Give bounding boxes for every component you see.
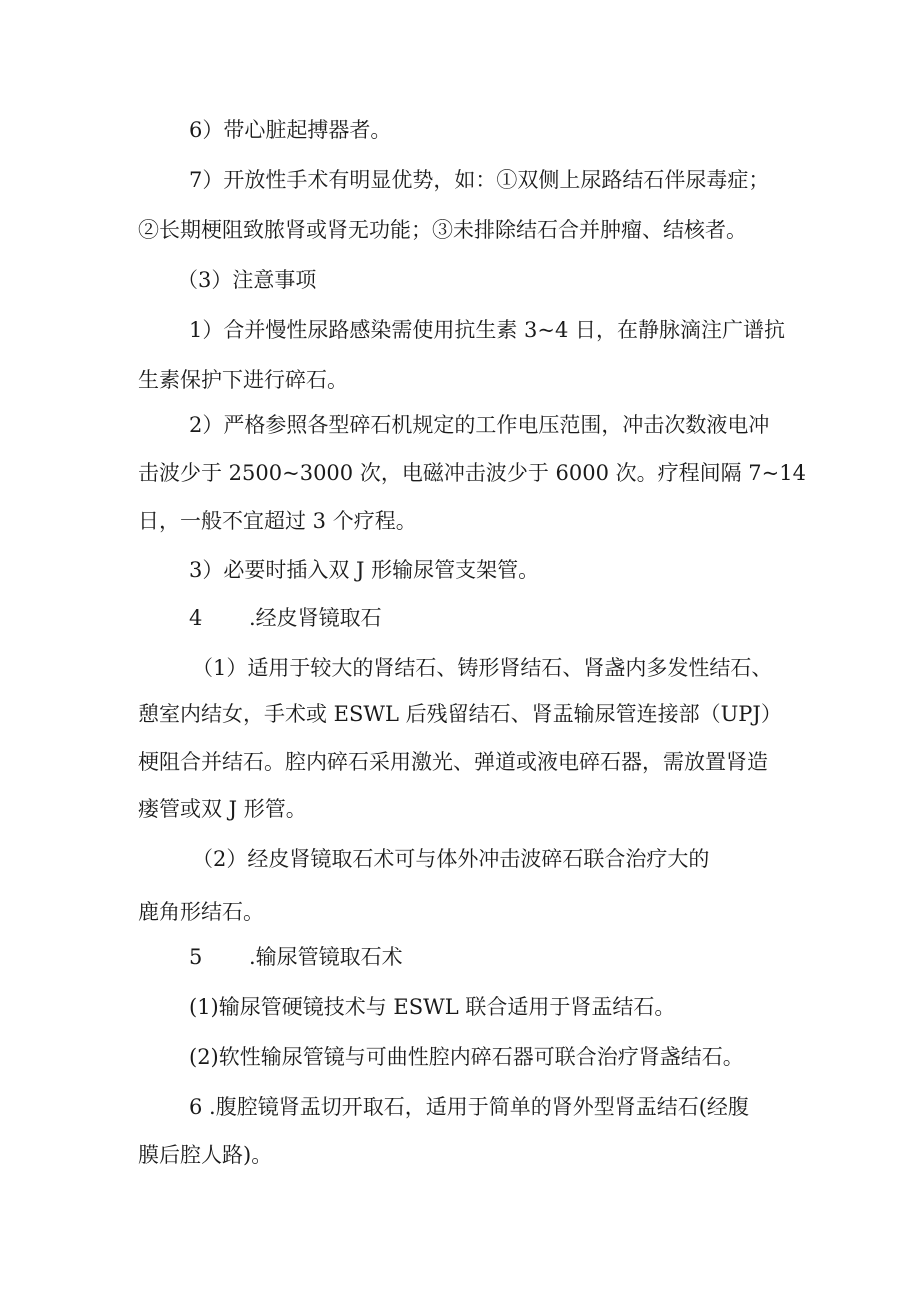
text-line: 生素保护下进行碎石。	[138, 368, 348, 392]
text-line: （1）适用于较大的肾结石、铸形肾结石、肾盏内多发性结石、	[192, 656, 773, 680]
text-line: 6）带心脏起搏器者。	[189, 118, 392, 142]
text-line: 2）严格参照各型碎石机规定的工作电压范围，冲击次数液电冲	[189, 413, 770, 437]
text-line: (2)软性输尿管镜与可曲性腔内碎石器可联合治疗肾盏结石。	[189, 1045, 744, 1069]
text-line: 6 .腹腔镜肾盂切开取石，适用于简单的肾外型肾盂结石(经腹	[189, 1095, 749, 1119]
text-line: 7）开放性手术有明显优势，如：①双侧上尿路结石伴尿毒症；	[189, 168, 770, 192]
text-line: 击波少于 2500~3000 次，电磁冲击波少于 6000 次。疗程间隔 7~14	[138, 461, 806, 485]
text-line: 瘘管或双 J 形管。	[138, 797, 307, 821]
text-line: 1）合并慢性尿路感染需使用抗生素 3~4 日，在静脉滴注广谱抗	[189, 318, 786, 342]
text-line: （2）经皮肾镜取石术可与体外冲击波碎石联合治疗大的	[192, 847, 710, 871]
text-line: 膜后腔人路)。	[138, 1143, 273, 1167]
section-heading	[189, 604, 382, 632]
text-line: 憩室内结女，手术或 ESWL 后残留结石、肾盂输尿管连接部（UPJ）	[138, 702, 782, 726]
text-line: 3）必要时插入双 J 形输尿管支架管。	[189, 558, 540, 582]
section-heading	[189, 943, 403, 971]
section-number: 5	[189, 945, 203, 969]
text-line: 梗阻合并结石。腔内碎石采用激光、弹道或液电碎石器，需放置肾造	[138, 750, 768, 774]
text-line: ②长期梗阻致脓肾或肾无功能；③未排除结石合并肿瘤、结核者。	[138, 218, 747, 242]
text-line: (1)输尿管硬镜技术与 ESWL 联合适用于肾盂结石。	[189, 995, 676, 1019]
section-title: .输尿管镜取石术	[249, 945, 403, 969]
text-line: 鹿角形结石。	[138, 900, 264, 924]
text-line: （3）注意事项	[177, 268, 317, 292]
text-line: 日，一般不宜超过 3 个疗程。	[138, 509, 417, 533]
section-title: .经皮肾镜取石	[249, 606, 382, 630]
section-number: 4	[189, 606, 203, 630]
